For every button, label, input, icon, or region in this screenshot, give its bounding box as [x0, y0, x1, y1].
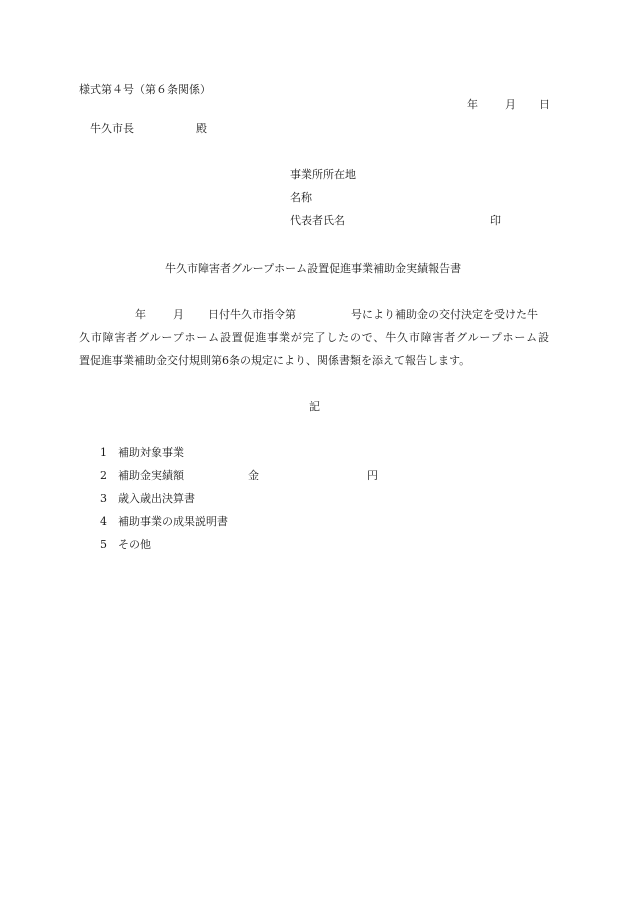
list-item	[100, 538, 151, 552]
body-line1-rest: 日付牛久市指令第	[208, 308, 296, 321]
date-year-label: 年	[467, 98, 478, 111]
list-item	[100, 446, 184, 460]
item-number: 4	[100, 515, 107, 528]
item-number: 2	[100, 469, 107, 482]
item-label: 補助金実績額	[118, 469, 184, 482]
item-label: 補助対象事業	[118, 446, 184, 459]
addressee-honorific: 殿	[196, 122, 207, 135]
date-month-label: 月	[505, 98, 516, 111]
seal-mark: 印	[490, 214, 501, 227]
ki-heading: 記	[309, 400, 320, 413]
body-line1-month: 月	[173, 308, 184, 321]
body-line2: 久市障害者グループホーム設置促進事業が完了したので、牛久市障害者グループホーム設	[79, 331, 549, 344]
item-number: 1	[100, 446, 107, 459]
body-line3: 置促進事業補助金交付規則第6条の規定により、関係書類を添えて報告します。	[79, 354, 471, 367]
document-title: 牛久市障害者グループホーム設置促進事業補助金実績報告書	[165, 262, 462, 275]
item-kin-label: 金	[248, 469, 259, 482]
date-day-label: 日	[539, 98, 550, 111]
item-number: 5	[100, 538, 107, 551]
list-item	[100, 469, 184, 483]
item-yen-label: 円	[367, 469, 378, 482]
body-line1-year: 年	[135, 308, 146, 321]
item-label: 歳入歳出決算書	[118, 492, 195, 505]
form-number: 様式第４号（第６条関係）	[79, 83, 211, 96]
body-line1-num-suffix: 号により補助金の交付決定を受けた牛	[351, 308, 538, 321]
applicant-address-label: 事業所所在地	[290, 168, 356, 181]
applicant-name-label: 名称	[290, 191, 312, 204]
list-item	[100, 492, 195, 506]
item-label: その他	[118, 538, 151, 551]
addressee-name: 牛久市長	[90, 122, 134, 135]
item-label: 補助事業の成果説明書	[118, 515, 228, 528]
list-item	[100, 515, 228, 529]
applicant-representative-label: 代表者氏名	[290, 214, 345, 227]
item-number: 3	[100, 492, 107, 505]
